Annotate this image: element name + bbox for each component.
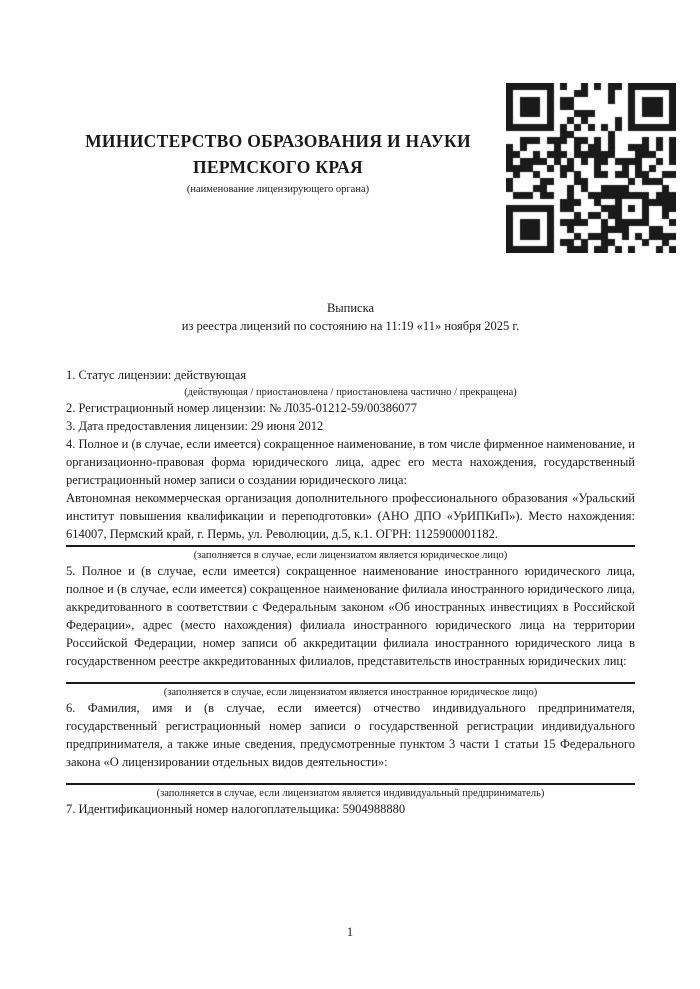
- item-1-caption: (действующая / приостановлена / приостановлена частично / прекращена): [184, 387, 517, 398]
- document-body: [66, 366, 635, 818]
- document-title-line1: Выписка: [326, 301, 375, 315]
- item-1-license-status: 1. Статус лицензии: действующая: [66, 368, 247, 382]
- item-4-licensee-value: Автономная некоммерческая организация дополнительного профессионального образования «Уральский институт повышения квалификации и переподготовки» (АНО ДПО «УрИПКиП»). Место нахождения: 614007, Пермский край, г. Пермь, ул. Революции, д.5, к.1. ОГРН: 1125900001182.: [66, 489, 635, 547]
- item-7-taxpayer-number: 7. Идентификационный номер налогоплательщика: 5904988880: [66, 802, 406, 816]
- licensing-authority-block: [66, 128, 490, 196]
- item-5-caption: (заполняется в случае, если лицензиатом является иностранное юридическое лицо): [163, 687, 538, 698]
- item-4-text: 4. Полное и (в случае, если имеется) сокращенное наименование, в том числе фирменное наименование, и организационно-правовая форма юридического лица, адрес его места нахождения, государственный регистрационный номер записи о создании юридического лица:: [66, 437, 635, 487]
- item-3-grant-date: 3. Дата предоставления лицензии: 29 июня 2012: [66, 419, 324, 433]
- document-title-line2: из реестра лицензий по состоянию на 11:19 «11» ноября 2025 г.: [181, 319, 520, 333]
- item-4-caption: (заполняется в случае, если лицензиатом является юридическое лицо): [193, 550, 508, 561]
- qr-code-icon: [506, 83, 676, 253]
- item-5-blank-line: [66, 670, 635, 684]
- ministry-name-line1: МИНИСТЕРСТВО ОБРАЗОВАНИЯ И НАУКИ: [85, 131, 471, 151]
- item-2-registration-number: 2. Регистрационный номер лицензии: № Л035-01212-59/00386077: [66, 401, 417, 415]
- ministry-caption: (наименование лицензирующего органа): [186, 184, 370, 195]
- page-number: 1: [346, 925, 354, 939]
- item-6-blank-line: [66, 771, 635, 785]
- item-6-caption: (заполняется в случае, если лицензиатом является индивидуальный предприниматель): [156, 788, 545, 799]
- ministry-name-line2: ПЕРМСКОГО КРАЯ: [193, 157, 363, 177]
- document-title: [66, 299, 635, 335]
- item-6-text: 6. Фамилия, имя и (в случае, если имеется) отчество индивидуального предпринимателя, государственный регистрационный номер записи о государственной регистрации индивидуального предпринимателя, а также иные сведения, предусмотренные пунктом 3 части 1 статьи 15 Федерального закона «О лицензировании отдельных видов деятельности»:: [66, 701, 635, 769]
- item-5-text: 5. Полное и (в случае, если имеется) сокращенное наименование иностранного юридического лица, полное и (в случае, если имеется) сокращенное наименование филиала иностранного юридического лица, аккредитованного в соответствии с Федеральным законом «Об иностранных инвестициях в Российской Федерации», адрес (место нахождения) филиала иностранного юридического лица на территории Российской Федерации, номер записи об аккредитации филиала иностранного юридического лица в государственном реестре аккредитованных филиалов, представительств иностранных юридических лиц:: [66, 564, 635, 668]
